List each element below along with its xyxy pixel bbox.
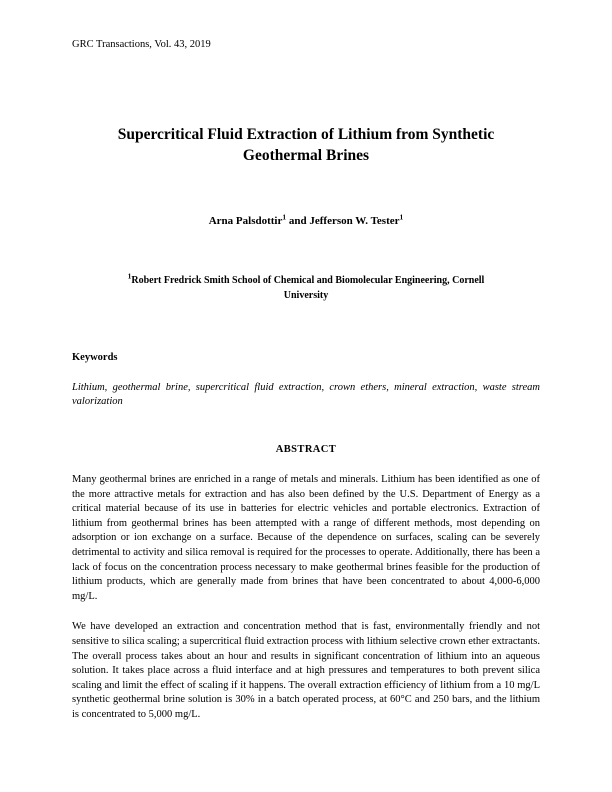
author-name-2: Jefferson W. Tester — [309, 215, 400, 227]
journal-header: GRC Transactions, Vol. 43, 2019 — [72, 39, 211, 50]
affiliation-marker: 1 — [127, 271, 132, 281]
paper-title-line-1: Supercritical Fluid Extraction of Lithium from Synthetic — [117, 126, 495, 143]
keywords-text: Lithium, geothermal brine, supercritical fluid extraction, crown ethers, mineral extraction, waste stream valorization — [72, 382, 540, 407]
author-conjunction: and — [286, 215, 310, 227]
author-affiliation-marker-2: 1 — [399, 212, 404, 222]
abstract-paragraph-1: Many geothermal brines are enriched in a range of metals and minerals. Lithium has been identified as one of the more attractive metals for extraction and has also been defined by the U.S. Department of Energy as a critical material because of its use in batteries for electric vehicles and portable electronics. Extraction of lithium from geothermal brines has been attempted with a range of different methods, most depending on adsorption or ion exchange on a surface. Because of the dependence on surfaces, scaling can be severely detrimental to activity and silica removal is required for the processes to operate. Additionally, there has been a lack of focus on the concentration process necessary to make geothermal brines feasible for the production of lithium products, which are generally made from brines that have been concentrated to about 4,000-6,000 mg/L. — [72, 474, 540, 602]
author-name-1: Arna Palsdottir — [208, 215, 283, 227]
abstract-paragraph-2: We have developed an extraction and concentration method that is fast, environmentally friendly and not sensitive to silica scaling; a supercritical fluid extraction process with lithium selective crown ether extractants. The overall process takes about an hour and results in significant concentration of lithium into an aqueous solution. It takes place across a fluid interface and at high pressures and temperatures to both prevent silica scaling and limit the effect of scaling if it happens. The overall extraction efficiency of lithium from a 10 mg/L synthetic geothermal brine solution is 30% in a batch operated process, at 60°C and 250 bars, and the lithium is concentrated to 5,000 mg/L. — [72, 621, 540, 720]
affiliation-block — [72, 273, 540, 303]
keywords-heading: Keywords — [72, 352, 118, 363]
paper-title-line-2: Geothermal Brines — [242, 147, 370, 164]
author-affiliation-marker-1: 1 — [282, 212, 287, 222]
affiliation-line-1 — [72, 273, 540, 288]
abstract-heading: ABSTRACT — [275, 444, 337, 455]
affiliation-line-2: University — [283, 290, 329, 301]
affiliation-text-1: Robert Fredrick Smith School of Chemical and Biomolecular Engineering, Cornell — [131, 275, 485, 286]
author-list — [72, 214, 540, 229]
paper-title — [72, 124, 540, 166]
